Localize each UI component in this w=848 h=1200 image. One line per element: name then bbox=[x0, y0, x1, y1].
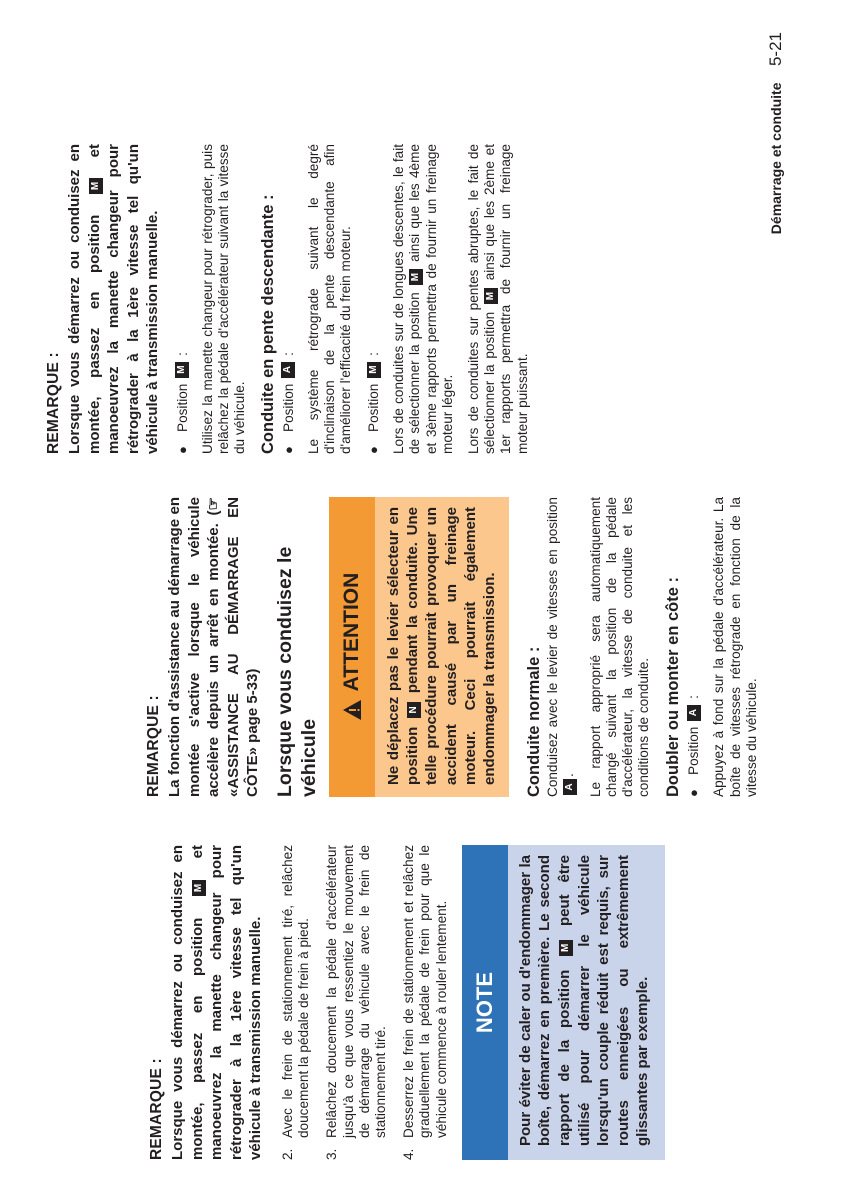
attention-box bbox=[329, 497, 509, 797]
remark-title: REMARQUE : bbox=[145, 695, 162, 797]
downhill-title: Conduite en pente descendante : bbox=[258, 194, 277, 454]
position-a-text: Le système rétrograde suivant le degré d'inclinaison de la pente descendante afin d'améliorer l'efficacité du frein moteur. bbox=[305, 144, 353, 454]
attention-text: Ne déplacez pas le levier sélecteur en position N pendant la conduite. Une telle procédure pourrait provoquer un accident causé par un freinage moteur. Ceci pourrait également endommager la transmission. bbox=[384, 507, 498, 785]
position-a-icon: A bbox=[281, 362, 295, 378]
position-a-icon: A bbox=[687, 705, 701, 721]
warning-icon bbox=[342, 699, 362, 721]
steep-descent-text: Lors de conduites sur pentes abruptes, le fait de sélectionner la position M ainsi que les 2ème et 1er rapports permettra de fournir un freinage moteur puissant. bbox=[466, 143, 530, 454]
position-m-icon: M bbox=[559, 940, 573, 956]
climb-position-item: ● Position A : bbox=[686, 695, 702, 797]
note-text: Pour éviter de caler ou d'endommager la boîte, démarrez en première. Le second rapport de la position M peut être utilisé pour démarrer le véhicule lorsqu'un couple réduit est requis, sur routes enneigées ou extrêmement glissantes par exemple. bbox=[516, 855, 652, 1146]
page-number: 5-21 bbox=[766, 32, 785, 67]
column-2 bbox=[0, 497, 848, 797]
normal-driving-text-2: Le rapport approprié sera automatiquement changé suivant la position de la pédale d'accélérateur, la vitesse de conduite et les conditions de conduite. bbox=[587, 497, 652, 797]
position-m2-item: ● Position M : bbox=[366, 352, 382, 454]
section-title: Lorsque vous conduisez le véhicule bbox=[273, 546, 320, 797]
position-a-icon: A bbox=[563, 779, 577, 795]
remark-title: REMARQUE : bbox=[148, 1058, 165, 1160]
position-m-icon: M bbox=[367, 362, 381, 378]
position-m-icon: M bbox=[192, 880, 206, 896]
position-m-item: ● Position M : bbox=[174, 352, 190, 454]
footer-section: Démarrage et conduite bbox=[768, 82, 784, 235]
position-a-item: ● Position A : bbox=[280, 352, 296, 454]
attention-header bbox=[329, 497, 375, 797]
note-title: NOTE bbox=[462, 845, 508, 1160]
page-footer bbox=[766, 32, 786, 234]
position-m-icon: M bbox=[175, 362, 189, 378]
normal-driving-text: Conduisez avec le levier de vitesses en position A. bbox=[545, 497, 577, 797]
long-descent-text: Lors de conduites sur de longues descentes, le fait de sélectionner la position M ainsi que les 4ème et 3ème rapports permettra de fournir un freinage moteur léger. bbox=[391, 144, 455, 454]
position-m-icon: M bbox=[89, 178, 103, 194]
remark-text: La fonction d'assistance au démarrage en montée s'active lorsque le véhicule accélère depuis un arrêt en montée. (☞ «ASSISTANCE AU DÉMARRAGE EN CÔTE» page 5-33) bbox=[166, 497, 262, 797]
attention-title: ATTENTION bbox=[339, 572, 363, 692]
column-3 bbox=[0, 144, 848, 454]
step-3: 3. Relâchez doucement la pédale d'accélérateur jusqu'à ce que vous ressentiez le mouvement de démarrage du véhicule avec le frein de stationnement tiré. bbox=[324, 845, 388, 1160]
position-n-icon: N bbox=[407, 702, 421, 718]
position-m-icon: M bbox=[484, 288, 498, 304]
note-box bbox=[462, 845, 665, 1160]
position-m-text: Utilisez la manette changeur pour rétrograder, puis relâchez la pédale d'accélérateur suivant la vitesse du véhicule. bbox=[199, 144, 248, 454]
climb-text: Appuyez à fond sur la pédale d'accélérateur. La boîte de vitesses rétrograde en fonction de la vitesse du véhicule. bbox=[711, 497, 759, 797]
remark-text: Lorsque vous démarrez ou conduisez en montée, passez en position M et manoeuvrez la manette changeur pour rétrograder à la 1ère vitesse tel qu'un véhicule à transmission manuelle. bbox=[66, 144, 162, 454]
remark-title: REMARQUE : bbox=[45, 352, 62, 454]
position-m-icon: M bbox=[409, 269, 423, 285]
step-4: 4. Desserrez le frein de stationnement et relâchez graduellement la pédale de frein pour que le véhicule commence à rouler lentement. bbox=[401, 845, 449, 1160]
column-1 bbox=[0, 845, 848, 1160]
normal-driving-title: Conduite normale : bbox=[525, 646, 544, 797]
step-2: 2. Avec le frein de stationnement tiré, relâchez doucement la pédale de frein à pied. bbox=[279, 845, 312, 1160]
remark-text: Lorsque vous démarrez ou conduisez en montée, passez en position M et manoeuvrez la manette changeur pour rétrograder à la 1ère vitesse tel qu'un véhicule à transmission manuelle. bbox=[169, 845, 265, 1160]
climb-title: Doubler ou monter en côte : bbox=[664, 576, 683, 797]
